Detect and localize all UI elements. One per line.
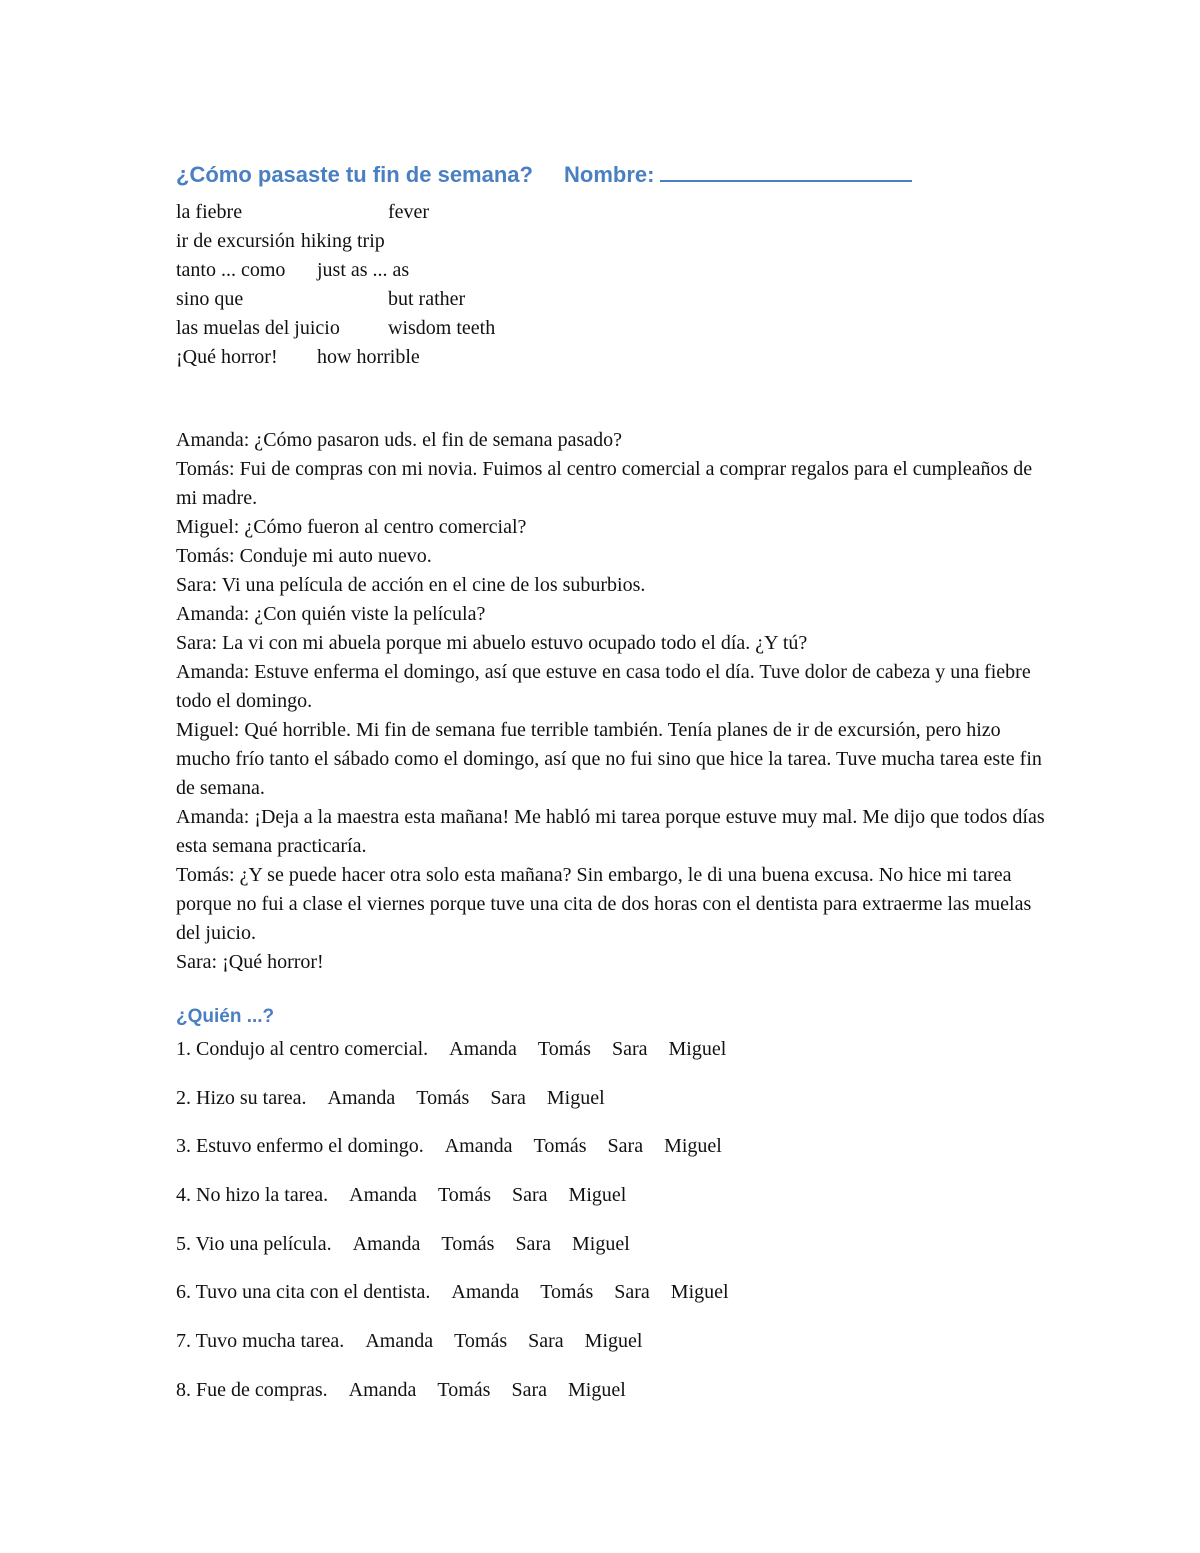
option-tomas[interactable]: Tomás — [441, 1232, 495, 1255]
vocab-english: fever — [388, 201, 430, 223]
option-tomas[interactable]: Tomás — [416, 1086, 470, 1109]
option-amanda[interactable]: Amanda — [451, 1281, 520, 1304]
vocab-spanish: ir de excursión — [176, 230, 295, 252]
vocab-spanish: la fiebre — [176, 201, 243, 223]
option-tomas[interactable]: Tomás — [537, 1038, 591, 1060]
option-sara[interactable]: Sara — [515, 1232, 551, 1255]
quiz-question — [176, 1230, 1056, 1279]
dialogue-line: Amanda: ¿Con quién viste la película? — [176, 603, 486, 625]
name-label: Nombre: — [564, 162, 655, 187]
dialogue-line: Miguel: Qué horrible. Mi fin de semana fue terrible también. Tenía planes de ir de excursión, pero hizo mucho frío tanto el sábado como el domingo, así que no fui sino que hice la tarea. Tuve mucha tarea este fin de semana. — [176, 719, 1042, 799]
name-blank-line[interactable] — [660, 160, 912, 182]
option-amanda[interactable]: Amanda — [365, 1330, 434, 1353]
option-tomas[interactable]: Tomás — [540, 1281, 594, 1304]
quiz-question — [176, 1035, 1056, 1084]
vocab-row — [176, 285, 1056, 314]
header — [176, 160, 1056, 196]
dialogue-line: Tomás: Conduje mi auto nuevo. — [176, 545, 432, 567]
option-sara[interactable]: Sara — [607, 1135, 644, 1158]
dialogue-line: Amanda: ¿Cómo pasaron uds. el fin de semana pasado? — [176, 429, 622, 451]
option-miguel[interactable]: Miguel — [568, 1378, 626, 1401]
dialogue — [176, 426, 1056, 977]
vocab-row — [176, 227, 1056, 256]
option-sara[interactable]: Sara — [528, 1330, 564, 1353]
option-miguel[interactable]: Miguel — [668, 1038, 727, 1060]
option-miguel[interactable]: Miguel — [584, 1330, 643, 1353]
dialogue-line: Amanda: ¡Deja a la maestra esta mañana! Me habló mi tarea porque estuve muy mal. Me dijo que todos días esta semana practicaría. — [176, 806, 1045, 857]
option-amanda[interactable]: Amanda — [444, 1135, 513, 1158]
quiz-list — [176, 1035, 1056, 1425]
dialogue-line: Sara: Vi una película de acción en el cine de los suburbios. — [176, 574, 646, 596]
option-tomas[interactable]: Tomás — [437, 1184, 491, 1207]
dialogue-line: Sara: La vi con mi abuela porque mi abuelo estuvo ocupado todo el día. ¿Y tú? — [176, 632, 808, 654]
vocab-english: hiking trip — [300, 230, 385, 252]
option-tomas[interactable]: Tomás — [533, 1135, 587, 1158]
option-amanda[interactable]: Amanda — [352, 1232, 421, 1255]
vocab-row — [176, 314, 1056, 343]
question-text: 2. Hizo su tarea. — [176, 1086, 307, 1109]
worksheet-content — [176, 160, 1056, 1425]
quiz-question — [176, 1278, 1056, 1327]
vocab-spanish: ¡Qué horror! — [176, 346, 278, 368]
option-miguel[interactable]: Miguel — [546, 1086, 605, 1109]
option-amanda[interactable]: Amanda — [449, 1038, 517, 1060]
option-amanda[interactable]: Amanda — [349, 1184, 417, 1207]
option-sara[interactable]: Sara — [611, 1038, 648, 1060]
option-tomas[interactable]: Tomás — [437, 1378, 491, 1401]
page-title: ¿Cómo pasaste tu fin de semana? — [176, 162, 533, 187]
vocab-english: but rather — [388, 288, 466, 310]
vocab-row — [176, 343, 1056, 372]
quiz-question — [176, 1132, 1056, 1181]
vocab-english: just as ... as — [317, 259, 410, 281]
option-miguel[interactable]: Miguel — [568, 1184, 627, 1207]
option-amanda[interactable]: Amanda — [348, 1378, 417, 1401]
option-miguel[interactable]: Miguel — [571, 1232, 630, 1255]
vocab-spanish: sino que — [176, 288, 244, 310]
option-sara[interactable]: Sara — [614, 1281, 650, 1304]
dialogue-line: Sara: ¡Qué horror! — [176, 951, 324, 973]
option-tomas[interactable]: Tomás — [454, 1330, 508, 1353]
quiz-question — [176, 1084, 1056, 1133]
quiz-title: ¿Quién ...? — [176, 1006, 275, 1027]
question-text: 6. Tuvo una cita con el dentista. — [176, 1281, 431, 1304]
dialogue-line: Miguel: ¿Cómo fueron al centro comercial? — [176, 516, 527, 538]
question-text: 5. Vio una película. — [176, 1232, 332, 1255]
option-miguel[interactable]: Miguel — [664, 1135, 722, 1158]
option-sara[interactable]: Sara — [490, 1086, 526, 1109]
vocab-spanish: tanto ... como — [176, 259, 286, 281]
vocab-row — [176, 256, 1056, 285]
vocab-english: wisdom teeth — [388, 317, 496, 339]
question-text: 7. Tuvo mucha tarea. — [176, 1330, 345, 1353]
question-text: 3. Estuvo enfermo el domingo. — [176, 1135, 424, 1158]
vocab-english: how horrible — [317, 346, 420, 368]
option-amanda[interactable]: Amanda — [327, 1086, 396, 1109]
quiz-question — [176, 1181, 1056, 1230]
vocabulary-list — [176, 198, 1056, 372]
dialogue-line: Tomás: ¿Y se puede hacer otra solo esta mañana? Sin embargo, le di una buena excusa. No hice mi tarea porque no fui a clase el viernes porque tuve una cita de dos horas con el dentista para extraerme las muelas del juicio. — [176, 864, 1032, 944]
quiz-question — [176, 1376, 1056, 1425]
dialogue-line: Amanda: Estuve enferma el domingo, así que estuve en casa todo el día. Tuve dolor de cabeza y una fiebre todo el domingo. — [176, 661, 1031, 712]
option-sara[interactable]: Sara — [511, 1378, 547, 1401]
vocab-row — [176, 198, 1056, 227]
vocab-spanish: las muelas del juicio — [176, 317, 340, 339]
option-miguel[interactable]: Miguel — [670, 1281, 729, 1304]
dialogue-line: Tomás: Fui de compras con mi novia. Fuimos al centro comercial a comprar regalos para el cumpleaños de mi madre. — [176, 458, 1033, 509]
option-sara[interactable]: Sara — [511, 1184, 548, 1207]
question-text: 4. No hizo la tarea. — [176, 1184, 329, 1207]
question-text: 8. Fue de compras. — [176, 1378, 328, 1401]
question-text: 1. Condujo al centro comercial. — [176, 1038, 429, 1060]
quiz-question — [176, 1327, 1056, 1376]
